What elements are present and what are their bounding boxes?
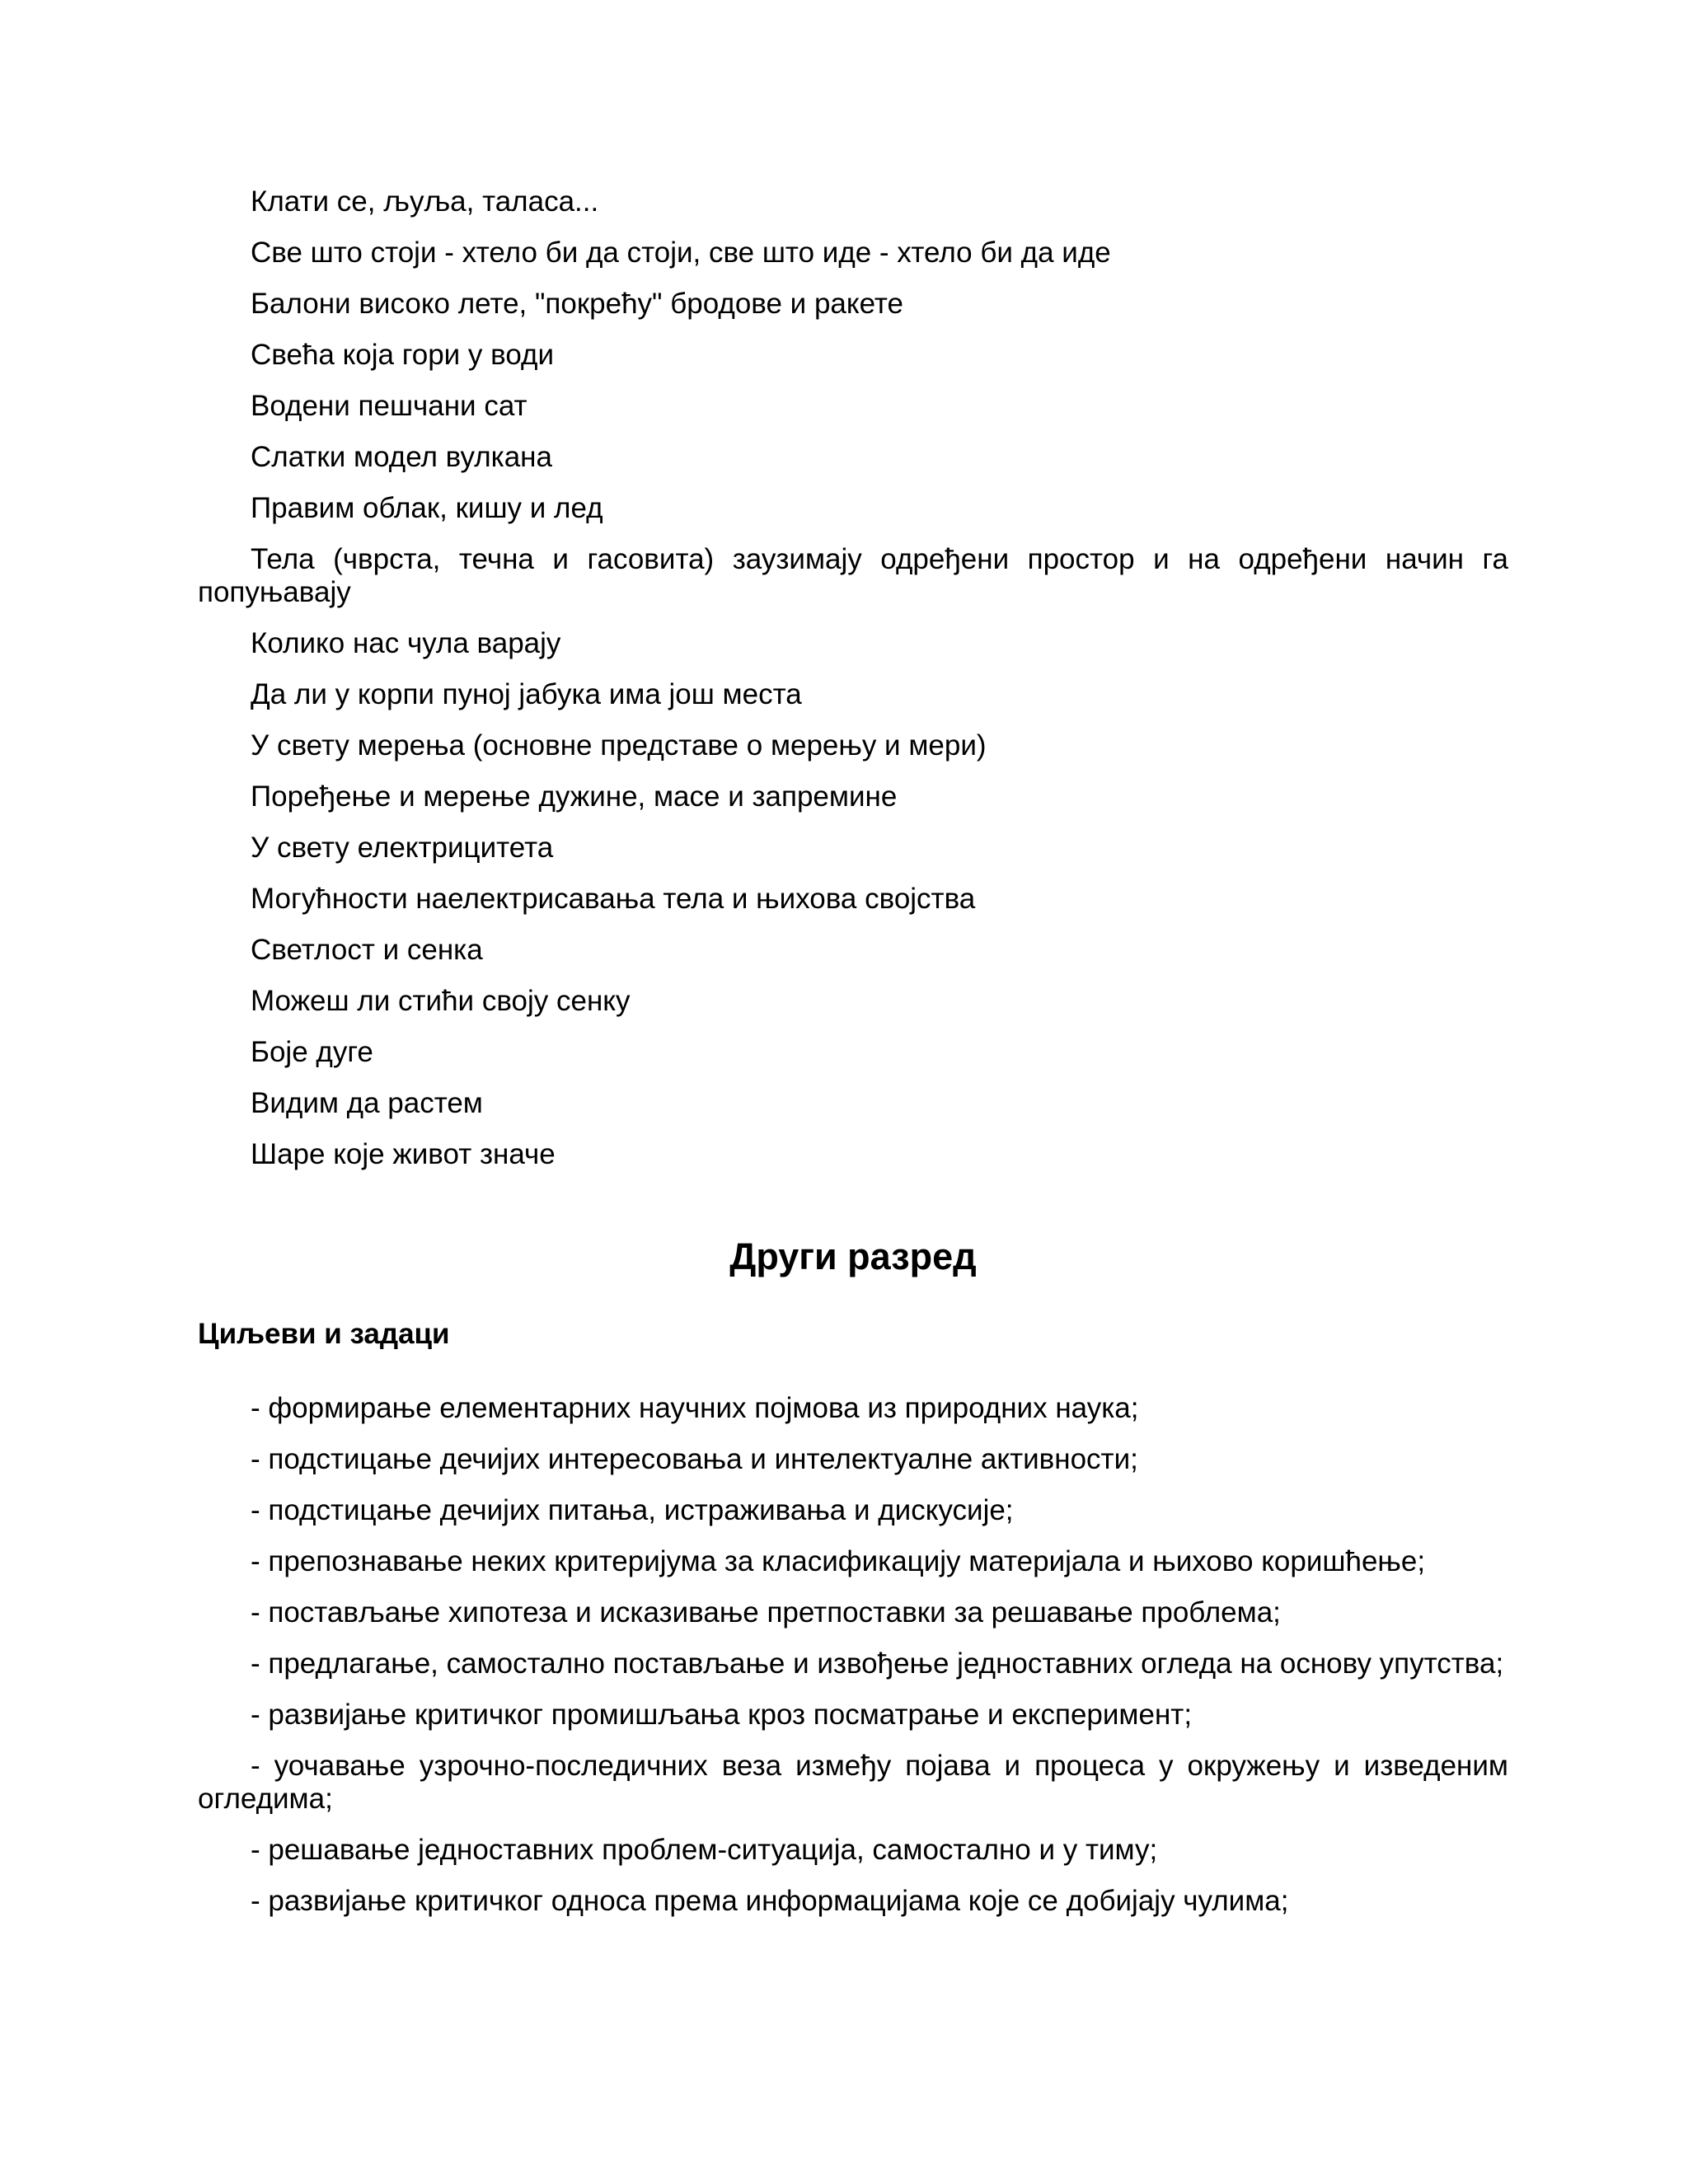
topic-item: Колико нас чула варају: [251, 627, 561, 659]
topic-item: Свећа која гори у води: [251, 339, 555, 371]
topic-item: Клати се, љуља, таласа...: [251, 185, 599, 218]
topic-item: Боје дуге: [251, 1036, 373, 1068]
topic-item: У свету електрицитета: [251, 832, 554, 864]
document-page: [198, 185, 1508, 1936]
goal-item: - уочавање узрочно-последичних веза између појава и процеса у окружењу и изведеним огледима;: [198, 1750, 1508, 1815]
goals-list: [198, 1392, 1508, 1918]
topic-item: Да ли у корпи пуној јабука има још места: [251, 678, 802, 710]
goal-item: - препознавање неких критеријума за класификацију материјала и њихово коришћење;: [251, 1545, 1426, 1577]
topic-item: Видим да растем: [251, 1087, 483, 1119]
goal-item: - решавање једноставних проблем-ситуација, самостално и у тиму;: [251, 1834, 1158, 1866]
topics-list: [198, 185, 1508, 1171]
goal-item: - развијање критичког односа према информацијама које се добијају чулима;: [251, 1885, 1289, 1917]
topic-item: Могућности наелектрисавања тела и њихова својства: [251, 883, 976, 915]
topic-item: У свету мерења (основне представе о мерењу и мери): [251, 729, 987, 762]
topic-item: Шаре које живот значе: [251, 1138, 556, 1170]
section-title: Други разред: [729, 1235, 977, 1277]
goal-item: - развијање критичког промишљања кроз посматрање и експеримент;: [251, 1699, 1193, 1731]
goal-item: - предлагање, самостално постављање и извођење једноставних огледа на основу упутства;: [251, 1647, 1504, 1680]
topic-item: Светлост и сенка: [251, 934, 483, 966]
topic-item: Можеш ли стићи своју сенку: [251, 985, 631, 1017]
topic-item: Поређење и мерење дужине, масе и запремине: [251, 780, 898, 813]
topic-item: Све што стоји - хтело би да стоји, све што иде - хтело би да иде: [251, 237, 1111, 269]
topic-item: Правим облак, кишу и лед: [251, 492, 603, 524]
topic-item: Тела (чврста, течна и гасовита) заузимају одређени простор и на одређени начин га попуњавају: [198, 543, 1508, 608]
goal-item: - формирање елементарних научних појмова из природних наука;: [251, 1392, 1139, 1424]
goal-item: - подстицање дечијих питања, истраживања и дискусије;: [251, 1494, 1014, 1526]
goal-item: - постављање хипотеза и исказивање претпоставки за решавање проблема;: [251, 1596, 1281, 1629]
goal-item: - подстицање дечијих интересовања и интелектуалне активности;: [251, 1443, 1138, 1475]
topic-item: Водени пешчани сат: [251, 390, 528, 422]
topic-item: Балони високо лете, "покрећу" бродове и ракете: [251, 288, 903, 320]
section-subheading: Циљеви и задаци: [198, 1318, 450, 1350]
topic-item: Слатки модел вулкана: [251, 441, 552, 473]
